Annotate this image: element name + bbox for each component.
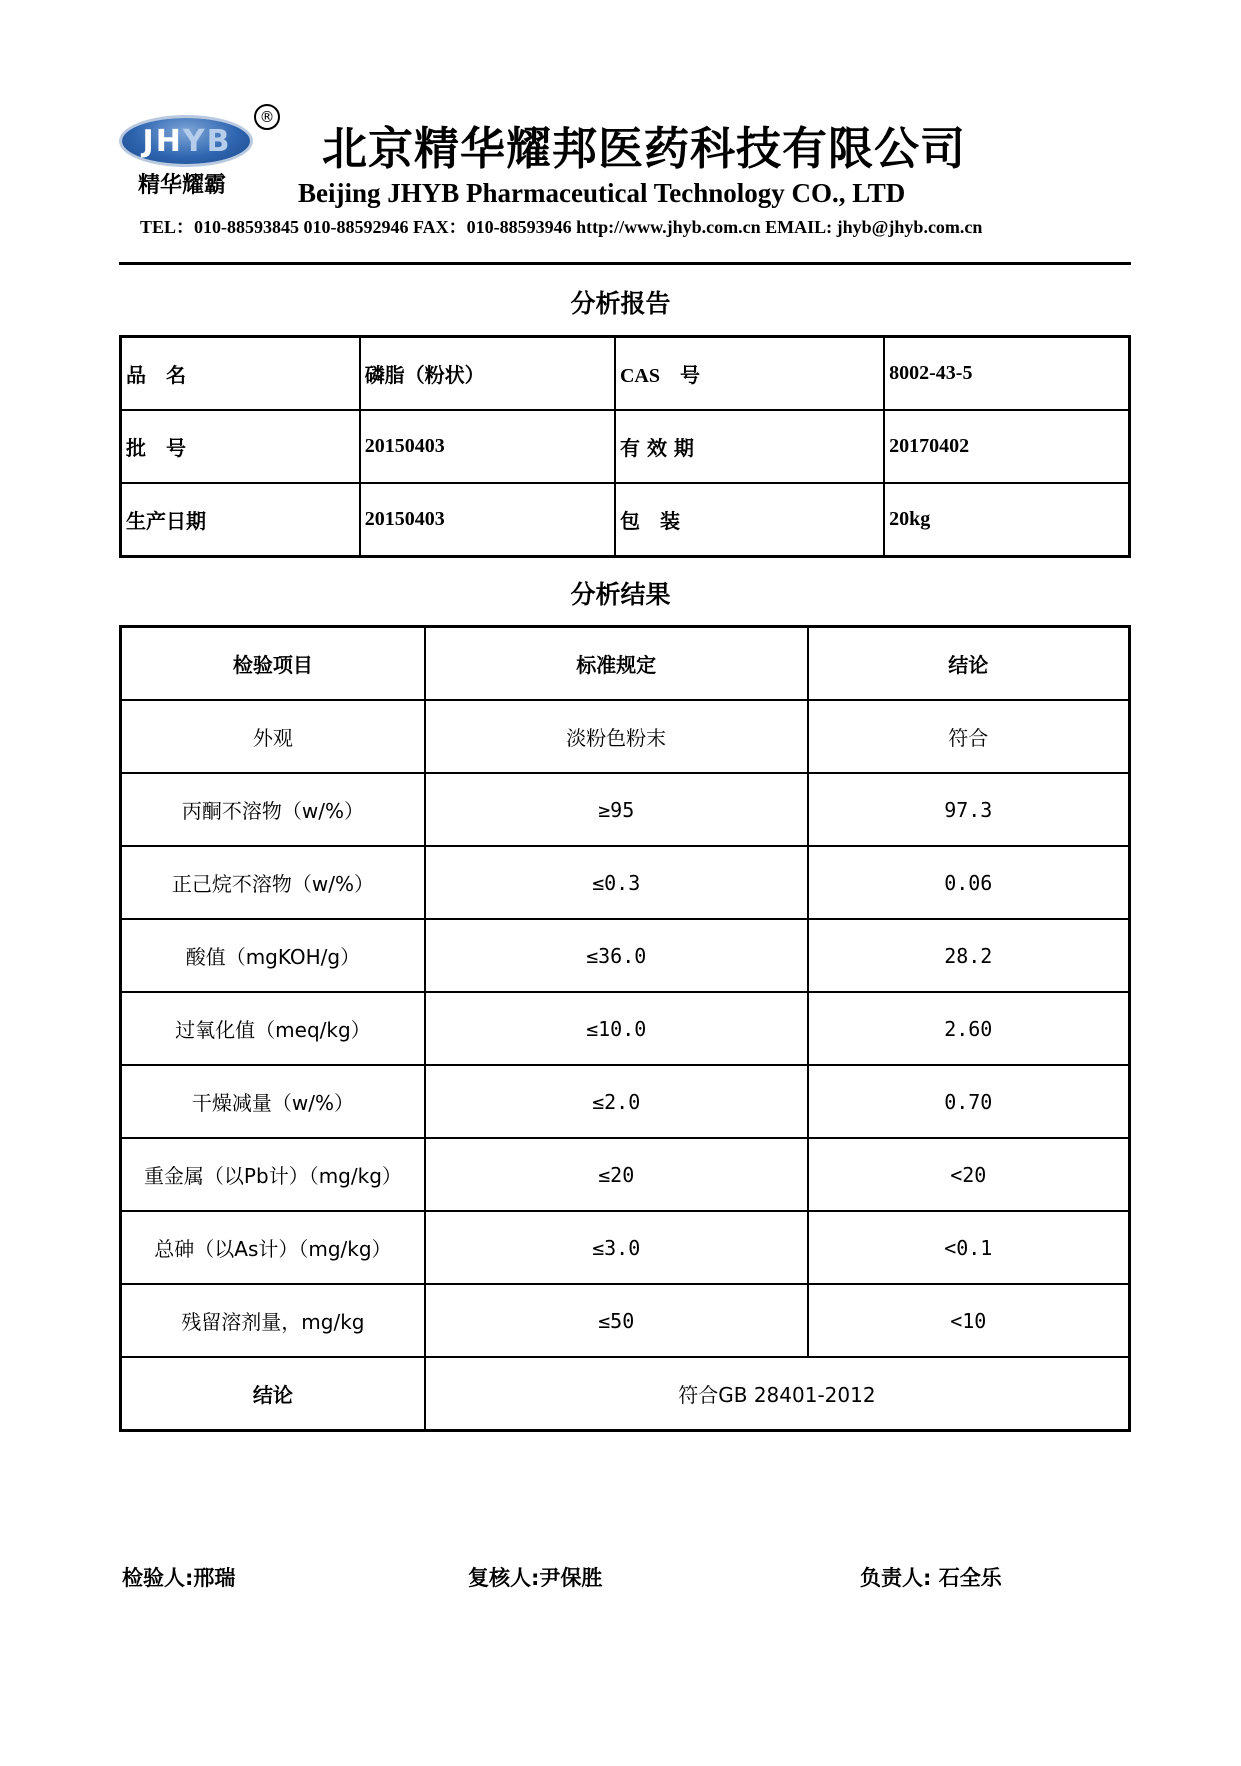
value-batch: 20150403 xyxy=(360,410,615,483)
company-name-en: Beijing JHYB Pharmaceutical Technology CO., LTD xyxy=(298,178,906,208)
test-item: 酸值（mgKOH/g） xyxy=(121,919,425,992)
table-row xyxy=(121,1284,1130,1357)
result-value: <10 xyxy=(808,1284,1130,1357)
report-title: 分析报告 xyxy=(570,289,671,318)
table-row xyxy=(121,1211,1130,1284)
table-row xyxy=(121,919,1130,992)
test-item: 总砷（以As计）（mg/kg） xyxy=(121,1211,425,1284)
company-logo xyxy=(120,104,290,204)
header-test-item: 检验项目 xyxy=(121,627,425,701)
test-item: 干燥减量（w/%） xyxy=(121,1065,425,1138)
info-row-product xyxy=(121,337,1130,411)
info-row-production xyxy=(121,483,1130,557)
company-name-cn: 北京精华耀邦医药科技有限公司 xyxy=(322,122,967,175)
table-row xyxy=(121,992,1130,1065)
label-expiry: 有 效 期 xyxy=(615,410,884,483)
contact-line: TEL：010-88593845 010-88592946 FAX：010-88593946 http://www.jhyb.com.cn EMAIL: jhyb@jhyb.com.cn xyxy=(140,217,983,237)
result-value: 0.70 xyxy=(808,1065,1130,1138)
result-value: 97.3 xyxy=(808,773,1130,846)
result-value: <0.1 xyxy=(808,1211,1130,1284)
value-cas: 8002-43-5 xyxy=(884,337,1129,411)
product-info-table xyxy=(119,335,1131,558)
label-product-name: 品 名 xyxy=(121,337,360,411)
label-production-date: 生产日期 xyxy=(121,483,360,557)
final-conclusion-row xyxy=(121,1357,1130,1431)
test-item: 丙酮不溶物（w/%） xyxy=(121,773,425,846)
test-item: 正己烷不溶物（w/%） xyxy=(121,846,425,919)
test-item: 外观 xyxy=(121,700,425,773)
table-row xyxy=(121,846,1130,919)
header-conclusion: 结论 xyxy=(808,627,1130,701)
result-value: 0.06 xyxy=(808,846,1130,919)
test-item: 残留溶剂量，mg/kg xyxy=(121,1284,425,1357)
analysis-results-table xyxy=(119,625,1131,1432)
logo-letters: JHYB xyxy=(142,124,232,159)
results-header-row xyxy=(121,627,1130,701)
standard-value: 淡粉色粉末 xyxy=(425,700,808,773)
result-value: <20 xyxy=(808,1138,1130,1211)
info-row-batch xyxy=(121,410,1130,483)
standard-value: ≤50 xyxy=(425,1284,808,1357)
reviewer-signature: 复核人:尹保胜 xyxy=(468,1566,603,1590)
standard-value: ≤36.0 xyxy=(425,919,808,992)
result-value: 符合 xyxy=(808,700,1130,773)
label-cas: CAS 号 xyxy=(615,337,884,411)
result-value: 2.60 xyxy=(808,992,1130,1065)
standard-value: ≤10.0 xyxy=(425,992,808,1065)
responsible-signature: 负责人: 石全乐 xyxy=(860,1566,1002,1590)
inspector-signature: 检验人:邢瑞 xyxy=(122,1566,236,1590)
result-value: 28.2 xyxy=(808,919,1130,992)
final-conclusion-label: 结论 xyxy=(121,1357,425,1431)
header-divider xyxy=(119,262,1131,265)
test-item: 重金属（以Pb计）（mg/kg） xyxy=(121,1138,425,1211)
logo-caption: 精华耀霸 xyxy=(138,173,227,198)
table-row xyxy=(121,1065,1130,1138)
standard-value: ≤3.0 xyxy=(425,1211,808,1284)
table-row xyxy=(121,773,1130,846)
standard-value: ≥95 xyxy=(425,773,808,846)
test-item: 过氧化值（meq/kg） xyxy=(121,992,425,1065)
value-expiry: 20170402 xyxy=(884,410,1129,483)
final-conclusion-value: 符合GB 28401-2012 xyxy=(425,1357,1130,1431)
label-batch: 批 号 xyxy=(121,410,360,483)
value-product-name: 磷脂（粉状） xyxy=(360,337,615,411)
standard-value: ≤20 xyxy=(425,1138,808,1211)
table-row xyxy=(121,700,1130,773)
standard-value: ≤2.0 xyxy=(425,1065,808,1138)
value-packaging: 20kg xyxy=(884,483,1129,557)
table-row xyxy=(121,1138,1130,1211)
results-title: 分析结果 xyxy=(570,580,671,609)
value-production-date: 20150403 xyxy=(360,483,615,557)
registered-mark-icon: ® xyxy=(254,104,280,130)
label-packaging: 包 装 xyxy=(615,483,884,557)
standard-value: ≤0.3 xyxy=(425,846,808,919)
header-standard: 标准规定 xyxy=(425,627,808,701)
